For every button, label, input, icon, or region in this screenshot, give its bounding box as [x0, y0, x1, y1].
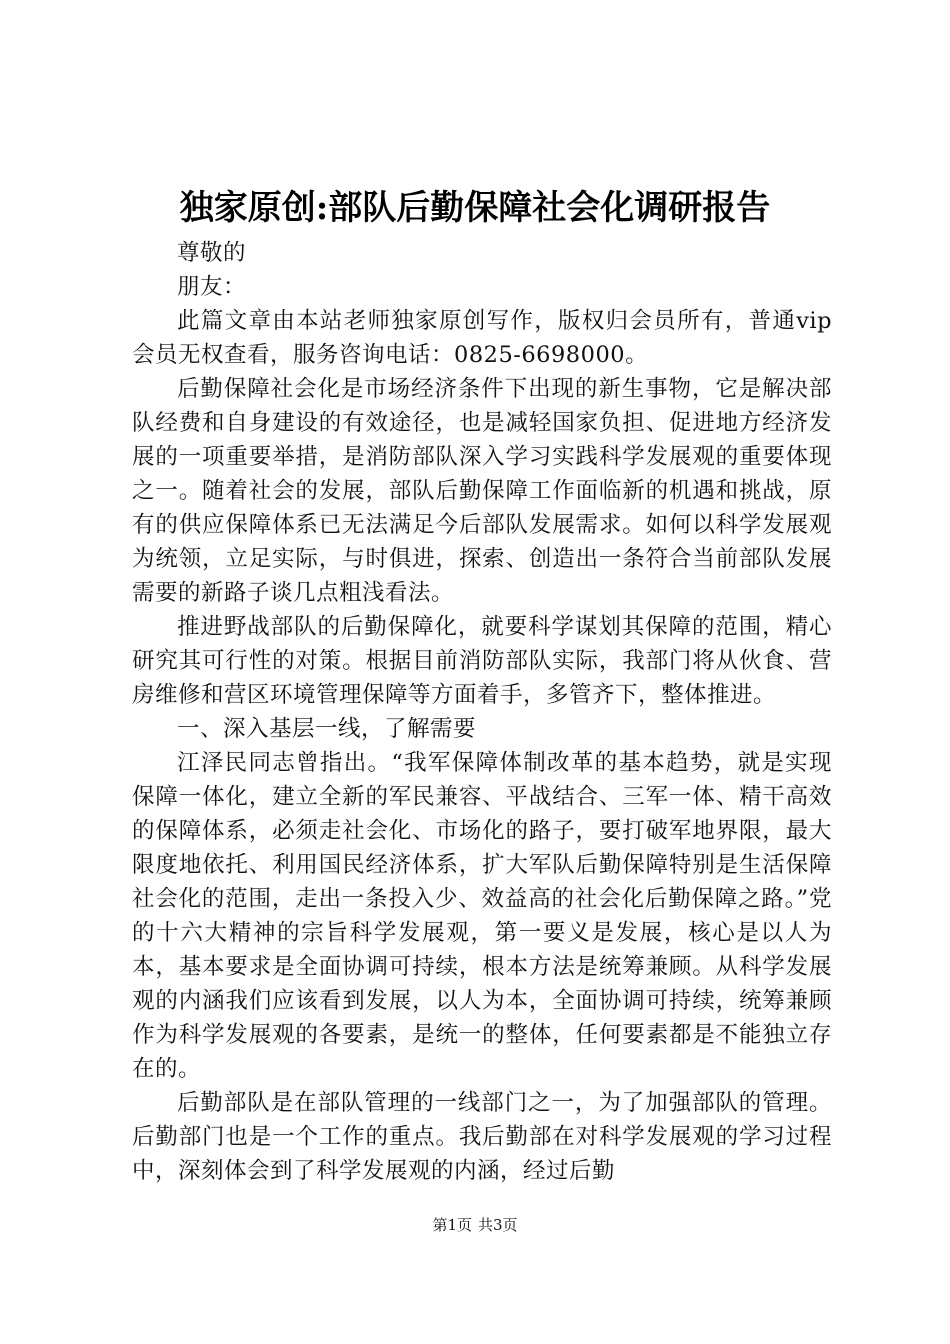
body-paragraph: 江泽民同志曾指出。“我军保障体制改革的基本趋势，就是实现保障一体化，建立全新的军民兼容、平战结合、三军一体、精干高效的保障体系，必须走社会化、市场化的路子，要打破军地界限，最大限度地依托、利用国民经济体系，扩大军队后勤保障特别是生活保障社会化的范围，走出一条投入少、效益高的社会化后勤保障之路。”党的十六大精神的宗旨科学发展观，第一要义是发展，核心是以人为本，基本要求是全面协调可持续，根本方法是统筹兼顾。从科学发展观的内涵我们应该看到发展，以人为本，全面协调可持续，统筹兼顾作为科学发展观的各要素，是统一的整体，任何要素都是不能独立存在的。 [132, 750, 832, 1082]
greeting-line: 朋友： [177, 274, 247, 300]
document-title: 独家原创:部队后勤保障社会化调研报告 [179, 188, 771, 228]
body-paragraph: 此篇文章由本站老师独家原创写作，版权归会员所有，普通vip会员无权查看，服务咨询电话：0825-6698000。 [132, 308, 832, 368]
body-paragraph: 后勤部队是在部队管理的一线部门之一，为了加强部队的管理。后勤部门也是一个工作的重点。我后勤部在对科学发展观的学习过程中，深刻体会到了科学发展观的内涵，经过后勤 [132, 1090, 832, 1184]
page-footer [0, 1214, 950, 1236]
page-number: 第1页 [432, 1216, 472, 1234]
body-paragraph: 推进野战部队的后勤保障化，就要科学谋划其保障的范围，精心研究其可行性的对策。根据目前消防部队实际，我部门将从伙食、营房维修和营区环境管理保障等方面着手，多管齐下，整体推进。 [132, 614, 832, 708]
greeting-line: 尊敬的 [177, 240, 247, 266]
section-heading: 一、深入基层一线，了解需要 [177, 716, 477, 742]
body-paragraph: 后勤保障社会化是市场经济条件下出现的新生事物，它是解决部队经费和自身建设的有效途径，也是减轻国家负担、促进地方经济发展的一项重要举措，是消防部队深入学习实践科学发展观的重要体现之一。随着社会的发展，部队后勤保障工作面临新的机遇和挑战，原有的供应保障体系已无法满足今后部队发展需求。如何以科学发展观为统领，立足实际，与时俱进，探索、创造出一条符合当前部队发展需要的新路子谈几点粗浅看法。 [132, 376, 832, 606]
page-total: 共3页 [478, 1216, 518, 1234]
document-body [132, 236, 832, 1188]
